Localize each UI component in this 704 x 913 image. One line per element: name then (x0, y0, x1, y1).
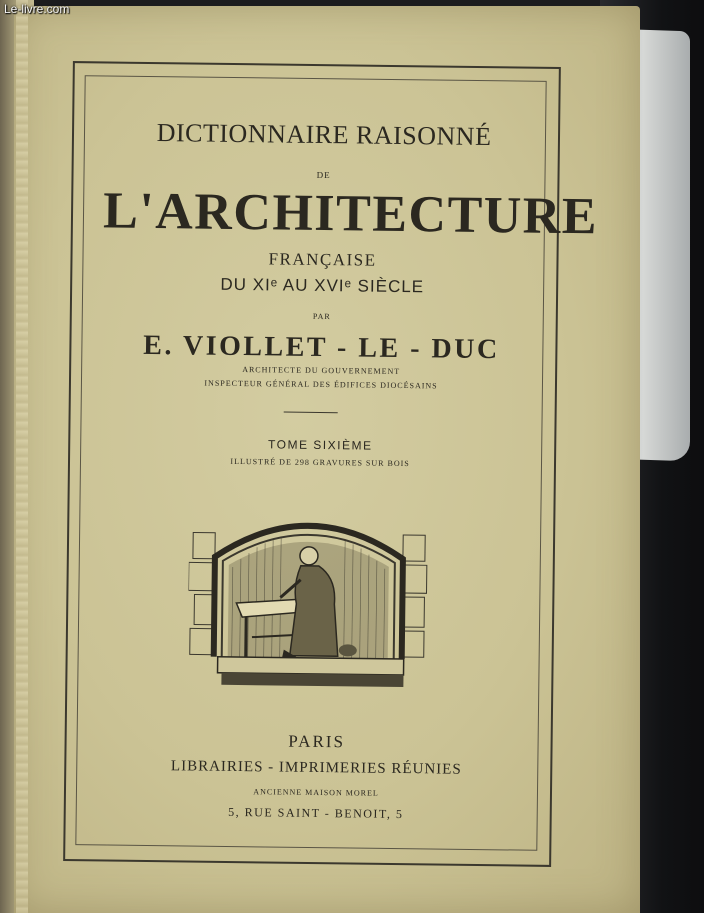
author-role-1: ARCHITECTE DU GOUVERNEMENT (242, 365, 401, 376)
publisher-name: LIBRAIRIES - IMPRIMERIES RÉUNIES (170, 758, 462, 778)
tome-label: TOME SIXIÈME (267, 437, 373, 453)
cover-text-block (95, 97, 599, 842)
publisher-address: 5, RUE SAINT - BENOIT, 5 (228, 804, 404, 822)
main-title: L'ARCHITECTURE (102, 182, 599, 246)
par-label: PAR (312, 311, 331, 322)
former-house: ANCIENNE MAISON MOREL (253, 787, 379, 798)
illustrations-note: ILLUSTRÉ DE 298 GRAVURES SUR BOIS (230, 456, 410, 469)
worn-cover-edge (16, 0, 28, 913)
title-de: DE (316, 169, 331, 181)
scribe-engraving (187, 506, 429, 695)
author-role-2: INSPECTEUR GÉNÉRAL DES ÉDIFICES DIOCÉSAINS (204, 378, 438, 391)
divider-rule (284, 412, 338, 414)
title-line-1: DICTIONNAIRE RAISONNÉ (156, 117, 492, 152)
site-watermark: Le-livre.com (4, 2, 70, 16)
author-name: E. VIOLLET - LE - DUC (143, 329, 500, 366)
period-subtitle: DU XIᵉ AU XVIᵉ SIÈCLE (220, 274, 425, 297)
publisher-city: PARIS (288, 731, 346, 752)
title-line-3: FRANÇAISE (268, 249, 377, 270)
